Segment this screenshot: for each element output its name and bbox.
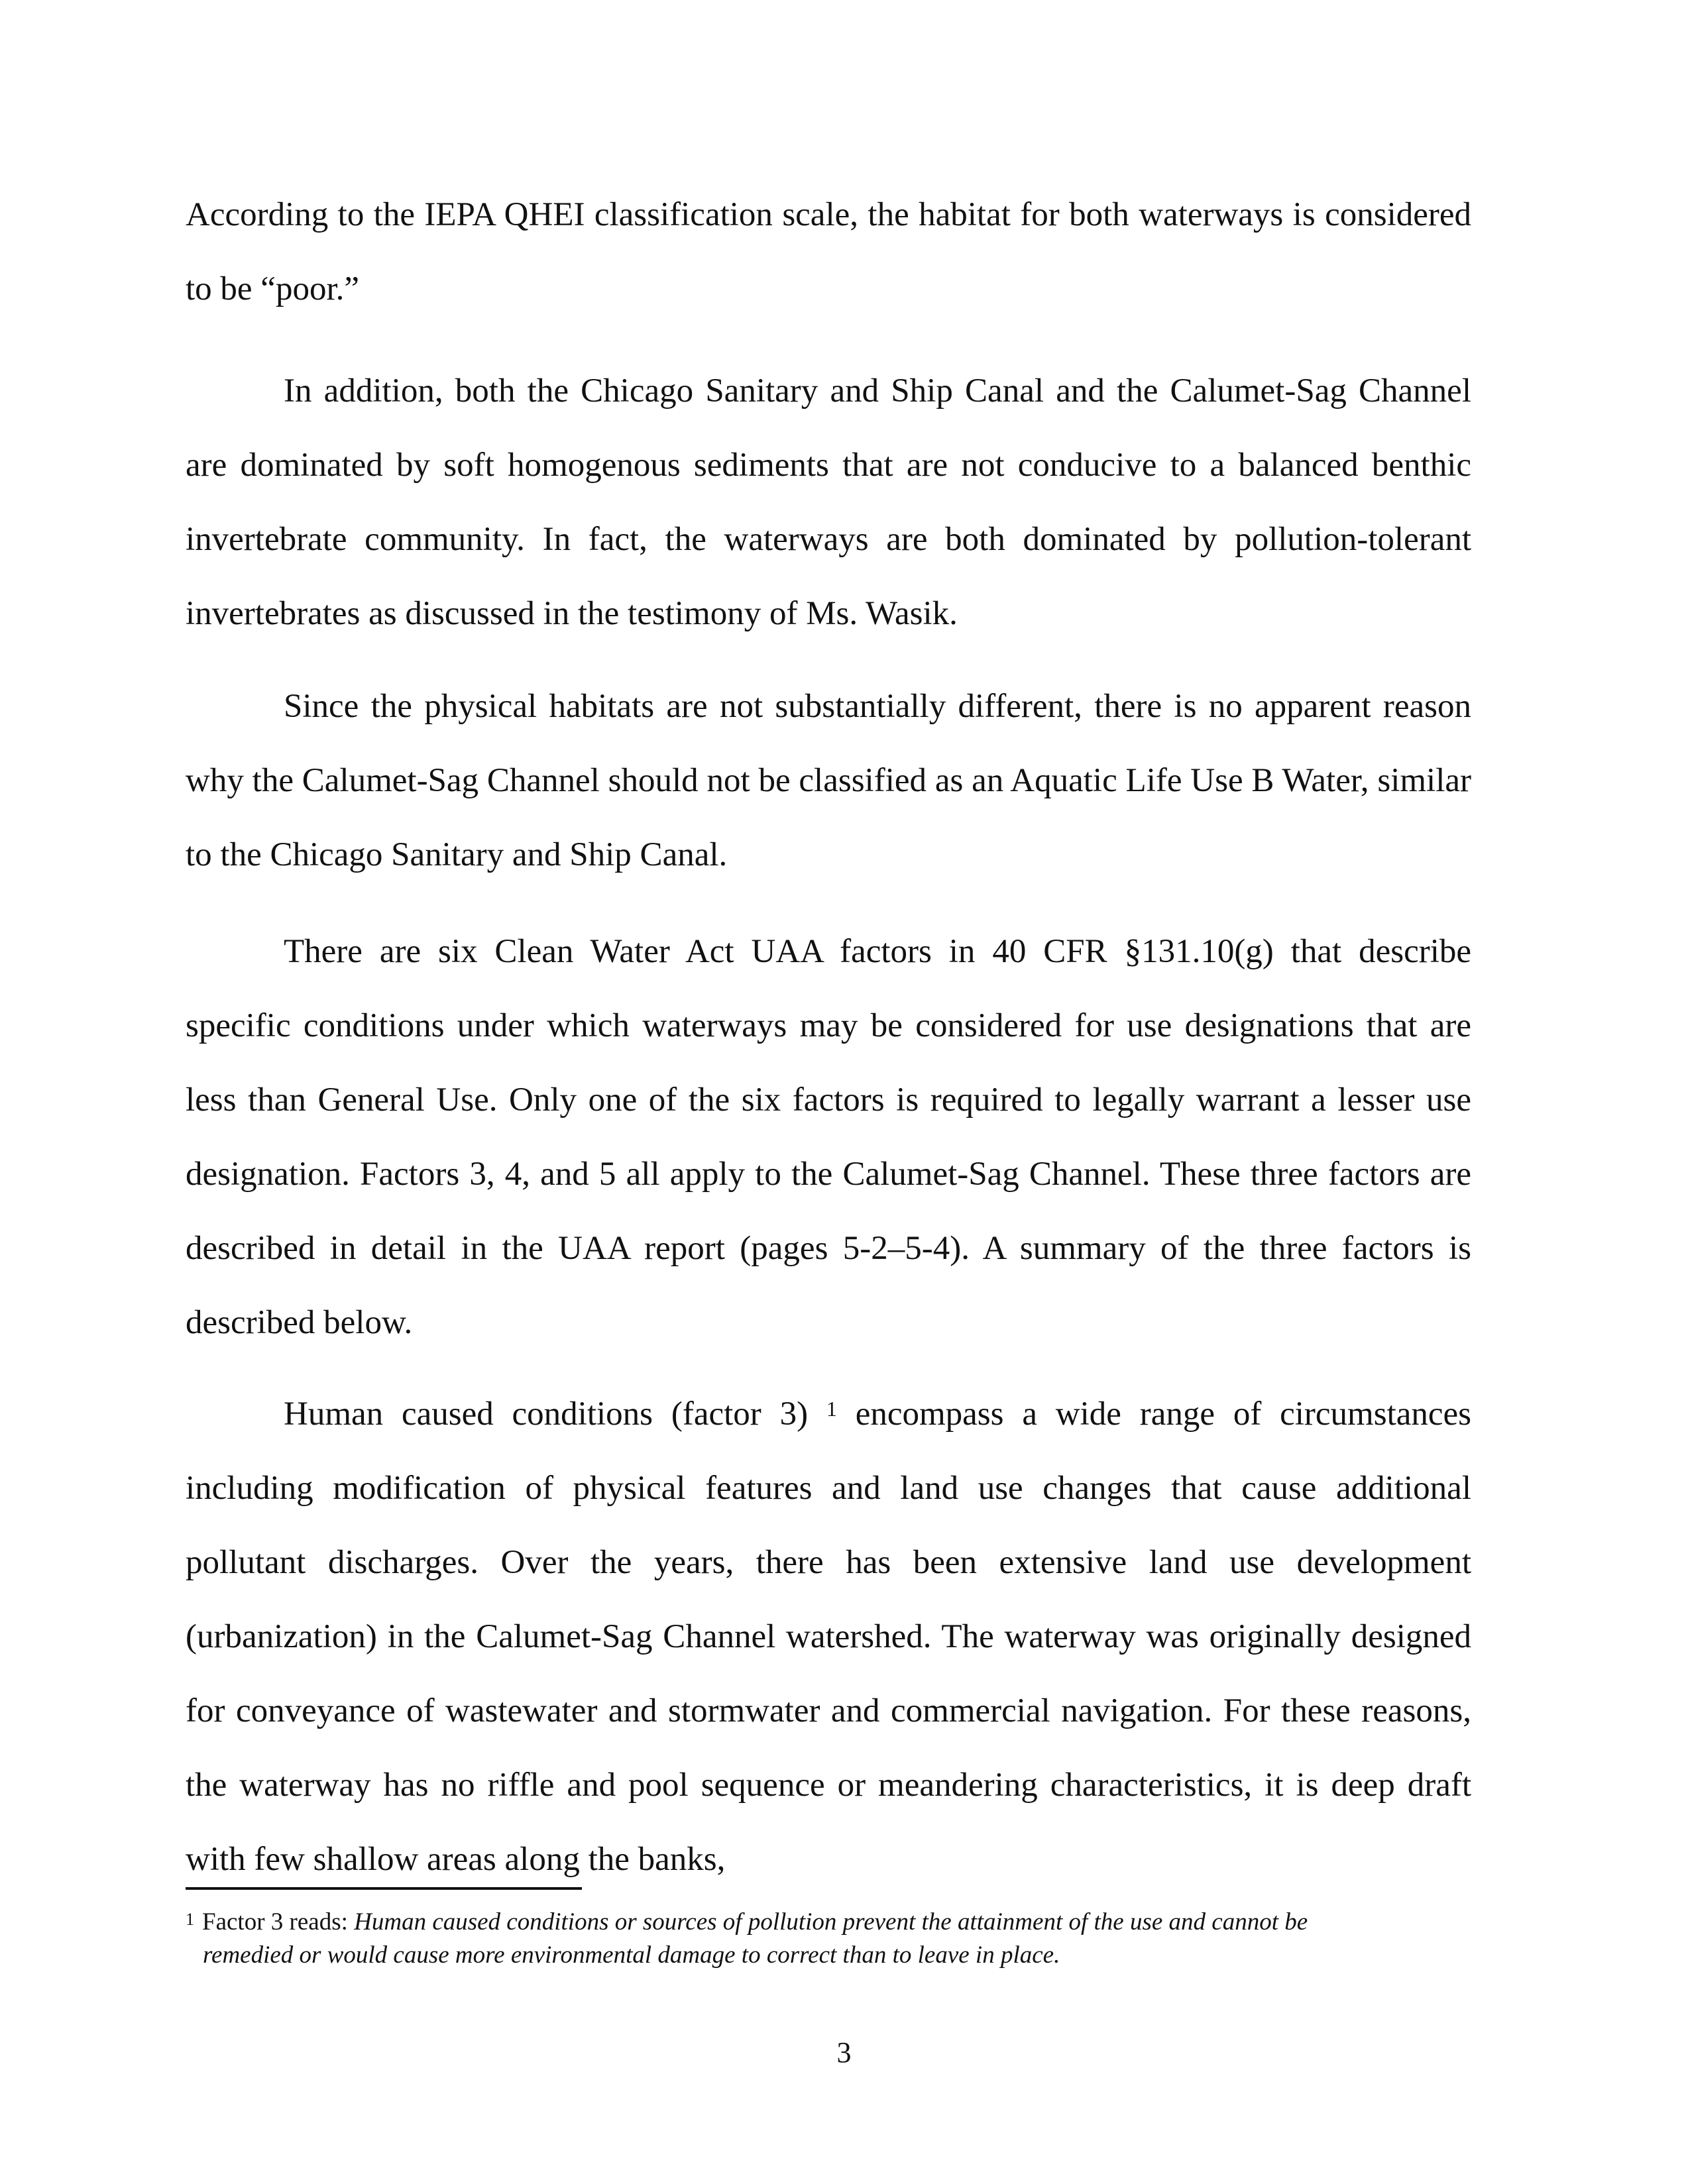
footnote-line-1 (186, 1906, 1458, 1939)
footnote-mark: 1 (186, 1910, 194, 1929)
footnote-line-2 (186, 1939, 1458, 1972)
paragraph-human-caused-conditions (186, 1377, 1471, 1896)
footnote-reference[interactable]: 1 (826, 1397, 837, 1421)
page-number: 3 (836, 2036, 852, 2069)
paragraph-text-rest: encompass a wide range of circumstances including modification of physical features and land use changes that cause additional pollutant discharges. Over the years, there has been extensive land use development (urbanization) in the Calumet-Sag Channel watershed. The waterway was originally designed for conveyance of wastewater and stormwater and commercial navigation. For these reasons, the waterway has no riffle and pool sequence or meandering characteristics, it is deep draft with few shallow areas along the banks, (186, 1395, 1471, 1878)
paragraph-physical-habitats: Since the physical habitats are not substantially different, there is no apparent reason why the Calumet-Sag Channel should not be classified as an Aquatic Life Use B Water, similar to the Chicago Sanitary and Ship Canal. (186, 688, 1471, 873)
footnote-label: Factor 3 reads: (202, 1908, 355, 1936)
footnote-quote-part-2: remedied or would cause more environmental damage to correct than to leave in place. (203, 1941, 1060, 1969)
paragraph-uaa-factors: There are six Clean Water Act UAA factors in 40 CFR §131.10(g) that describe specific conditions under which waterways may be considered for use designations that are less than General Use. Only one of the six factors is required to legally warrant a lesser use designation. Factors 3, 4, and 5 all apply to the Calumet-Sag Channel. These three factors are described in detail in the UAA report (pages 5-2–5-4). A summary of the three factors is described below. (186, 933, 1471, 1341)
paragraph-sediments: In addition, both the Chicago Sanitary and Ship Canal and the Calumet-Sag Channel are dominated by soft homogenous sediments that are not conducive to a balanced benthic invertebrate community. In fact, the waterways are both dominated by pollution-tolerant invertebrates as discussed in the testimony of Ms. Wasik. (186, 372, 1471, 632)
footnote (186, 1906, 1458, 1972)
footnote-divider (186, 1887, 582, 1890)
paragraph-text-start: Human caused conditions (factor 3) (284, 1395, 809, 1433)
paragraph-habitat-rating: According to the IEPA QHEI classification scale, the habitat for both waterways is considered to be “poor.” (186, 196, 1471, 307)
footnote-quote-part-1: Human caused conditions or sources of pollution prevent the attainment of the use and cannot be (354, 1908, 1308, 1936)
